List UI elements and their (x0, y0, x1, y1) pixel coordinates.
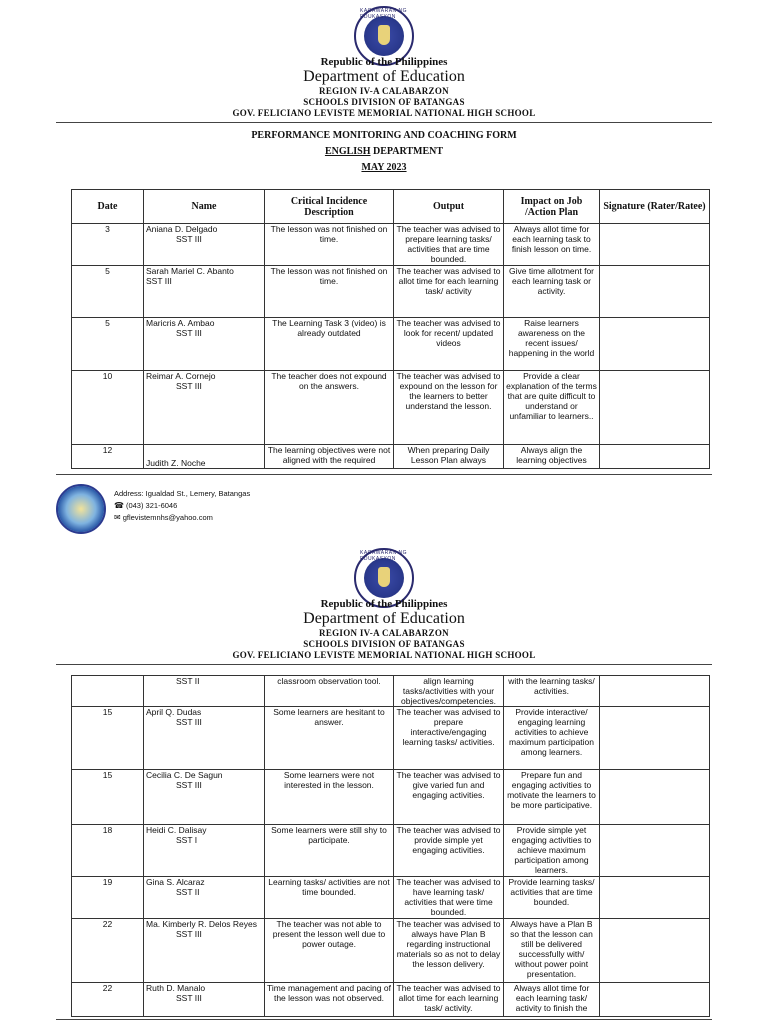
table-row (72, 318, 710, 371)
monitoring-table-page2 (71, 675, 710, 1017)
row-impact: Always align the learning objectives (504, 445, 600, 469)
row-date: 15 (72, 770, 144, 825)
row-name: Ruth D. Manalo (146, 983, 206, 993)
row-incident: Time management and pacing of the lesson was not observed. (265, 983, 394, 1017)
department-title (0, 144, 768, 160)
month-title (0, 160, 768, 176)
row-impact: Always allot time for each learning task/ activity to finish the (504, 983, 600, 1017)
row-date: 15 (72, 707, 144, 770)
row-date: 3 (72, 224, 144, 266)
division-line: SCHOOLS DIVISION OF BATANGAS (303, 97, 465, 107)
row-signature (600, 676, 710, 707)
table-row (72, 877, 710, 919)
row-output: The teacher was advised to allot time for each learning task/ activity. (394, 983, 504, 1017)
row-name-cell (144, 318, 265, 371)
row-signature (600, 224, 710, 266)
row-signature (600, 919, 710, 983)
letterhead-page2 (0, 598, 768, 661)
row-impact: Always have a Plan B so that the lesson can still be delivered successfully with/ without power point presentation. (504, 919, 600, 983)
row-signature (600, 877, 710, 919)
table-row (72, 983, 710, 1017)
department-line: Department of Education (303, 610, 465, 627)
header-rule-page2 (56, 664, 712, 665)
division-line: SCHOOLS DIVISION OF BATANGAS (303, 639, 465, 649)
row-output: The teacher was advised to prepare learning tasks/ activities that are time bounded. (394, 224, 504, 266)
row-incident: The lesson was not finished on time. (265, 266, 394, 318)
email-icon: ✉ (114, 513, 121, 522)
row-incident: The teacher does not expound on the answers. (265, 371, 394, 445)
row-name-cell (144, 877, 265, 919)
row-name: Judith Z. Noche (146, 458, 206, 468)
row-impact: Provide interactive/ engaging learning activities to achieve maximum participation among learners. (504, 707, 600, 770)
footer-phone-line (114, 500, 250, 512)
row-name-cell (144, 371, 265, 445)
footer-rule (56, 474, 712, 475)
row-name: Sarah Mariel C. Abanto (146, 266, 234, 276)
form-title: PERFORMANCE MONITORING AND COACHING FORM (251, 130, 517, 141)
row-impact: Provide learning tasks/ activities that are time bounded. (504, 877, 600, 919)
row-position: SST III (176, 929, 202, 939)
row-signature (600, 707, 710, 770)
phone-icon: ☎ (114, 501, 124, 510)
row-incident: classroom observation tool. (265, 676, 394, 707)
republic-line: Republic of the Philippines (320, 56, 448, 68)
row-date: 12 (72, 445, 144, 469)
table-row (72, 266, 710, 318)
row-date: 22 (72, 919, 144, 983)
row-name-cell (144, 919, 265, 983)
region-line: REGION IV-A CALABARZON (319, 86, 449, 96)
table-row (72, 371, 710, 445)
footer (56, 484, 356, 536)
footer-contact (114, 488, 250, 524)
row-output: The teacher was advised to allot time for each learning task/ activity (394, 266, 504, 318)
row-impact: Raise learners awareness on the recent issues/ happening in the world (504, 318, 600, 371)
monitoring-table-page1 (71, 189, 710, 469)
header-name: Name (144, 190, 265, 224)
row-output: The teacher was advised to expound on the lesson for the learners to better understand the lesson. (394, 371, 504, 445)
row-name: Reimar A. Cornejo (146, 371, 216, 381)
row-name-cell (144, 676, 265, 707)
department-rest: DEPARTMENT (370, 146, 444, 157)
header-date: Date (72, 190, 144, 224)
table-row (72, 224, 710, 266)
row-name-cell (144, 445, 265, 469)
row-output: The teacher was advised to have learning task/ activities that were time bounded. (394, 877, 504, 919)
row-position: SST III (146, 276, 172, 286)
table-row (72, 770, 710, 825)
row-name-cell (144, 983, 265, 1017)
row-incident: Learning tasks/ activities are not time bounded. (265, 877, 394, 919)
row-date: 10 (72, 371, 144, 445)
table-row (72, 445, 710, 469)
row-signature (600, 770, 710, 825)
row-name: Aniana D. Delgado (146, 224, 218, 234)
row-impact: with the learning tasks/ activities. (504, 676, 600, 707)
row-output: The teacher was advised to give varied fun and engaging activities. (394, 770, 504, 825)
table-row (72, 919, 710, 983)
row-position: SST III (176, 381, 202, 391)
table-row (72, 676, 710, 707)
row-signature (600, 983, 710, 1017)
row-output: The teacher was advised to prepare interactive/engaging learning tasks/ activities. (394, 707, 504, 770)
row-output: When preparing Daily Lesson Plan always (394, 445, 504, 469)
footer-phone: (043) 321-6046 (125, 501, 178, 510)
row-name-cell (144, 825, 265, 877)
row-output: The teacher was advised to provide simple yet engaging activities. (394, 825, 504, 877)
row-incident: Some learners were not interested in the lesson. (265, 770, 394, 825)
table-header-row (72, 190, 710, 224)
row-incident: The teacher was not able to present the lesson well due to power outage. (265, 919, 394, 983)
row-position: SST III (176, 780, 202, 790)
letterhead (0, 56, 768, 119)
row-name: April Q. Dudas (146, 707, 202, 717)
row-name: Ma. Kimberly R. Delos Reyes (146, 919, 258, 929)
row-output: align learning tasks/activities with your objectives/competencies. (394, 676, 504, 707)
header-rule (56, 122, 712, 123)
row-position: SST III (176, 328, 202, 338)
row-impact: Provide a clear explanation of the terms that are quite difficult to understand or unfamiliar to learners.. (504, 371, 600, 445)
department-line: Department of Education (303, 68, 465, 85)
row-name-cell (144, 266, 265, 318)
department-word: ENGLISH (324, 146, 371, 157)
month-label: MAY 2023 (361, 162, 407, 173)
school-logo (56, 484, 106, 534)
row-signature (600, 318, 710, 371)
row-date: 5 (72, 318, 144, 371)
republic-line: Republic of the Philippines (320, 598, 448, 610)
header-signature: Signature (Rater/Ratee) (600, 190, 710, 224)
row-position: SST I (176, 835, 198, 845)
row-position: SST II (176, 887, 200, 897)
row-incident: Some learners are hesitant to answer. (265, 707, 394, 770)
row-name-cell (144, 224, 265, 266)
row-impact: Give time allotment for each learning task or activity. (504, 266, 600, 318)
row-impact: Prepare fun and engaging activities to motivate the learners to be more participative. (504, 770, 600, 825)
row-signature (600, 371, 710, 445)
row-name-cell (144, 770, 265, 825)
footer-email-line (114, 512, 250, 524)
table-row (72, 825, 710, 877)
header-incident: Critical Incidence Description (265, 190, 394, 224)
header-output: Output (394, 190, 504, 224)
row-position: SST II (176, 676, 200, 686)
seal-text: KAGAWARAN NG EDUKASYON (360, 8, 408, 20)
row-impact: Always allot time for each learning task to finish lesson on time. (504, 224, 600, 266)
row-position: SST III (176, 993, 202, 1003)
footer-address: Address: Igualdad St., Lemery, Batangas (114, 489, 251, 498)
row-output: The teacher was advised to always have Plan B regarding instructional materials so as not to delay the lesson delivery. (394, 919, 504, 983)
school-line: GOV. FELICIANO LEVISTE MEMORIAL NATIONAL HIGH SCHOOL (232, 650, 536, 660)
row-date: 5 (72, 266, 144, 318)
row-output: The teacher was advised to look for recent/ updated videos (394, 318, 504, 371)
row-name-cell (144, 707, 265, 770)
row-impact: Provide simple yet engaging activities to achieve maximum participation among learners. (504, 825, 600, 877)
row-signature (600, 825, 710, 877)
row-incident: The learning objectives were not aligned with the required (265, 445, 394, 469)
row-date: 19 (72, 877, 144, 919)
row-name: Maricris A. Ambao (146, 318, 215, 328)
row-date: 22 (72, 983, 144, 1017)
row-position: SST III (176, 717, 202, 727)
row-incident: Some learners were still shy to participate. (265, 825, 394, 877)
footer-email[interactable]: gflevistemnhs@yahoo.com (122, 513, 213, 522)
row-signature (600, 266, 710, 318)
bottom-rule (56, 1019, 712, 1020)
row-name: Heidi C. Dalisay (146, 825, 207, 835)
school-line: GOV. FELICIANO LEVISTE MEMORIAL NATIONAL HIGH SCHOOL (232, 108, 536, 118)
seal-text: KAGAWARAN NG EDUKASYON (360, 550, 408, 562)
row-date (72, 676, 144, 707)
row-position: SST III (176, 234, 202, 244)
row-incident: The lesson was not finished on time. (265, 224, 394, 266)
header-impact: Impact on Job /Action Plan (504, 190, 600, 224)
row-name: Cecilia C. De Sagun (146, 770, 223, 780)
table-row (72, 707, 710, 770)
row-date: 18 (72, 825, 144, 877)
region-line: REGION IV-A CALABARZON (319, 628, 449, 638)
row-name: Gina S. Alcaraz (146, 877, 205, 887)
row-incident: The Learning Task 3 (video) is already outdated (265, 318, 394, 371)
form-title-block (0, 128, 768, 176)
row-signature (600, 445, 710, 469)
